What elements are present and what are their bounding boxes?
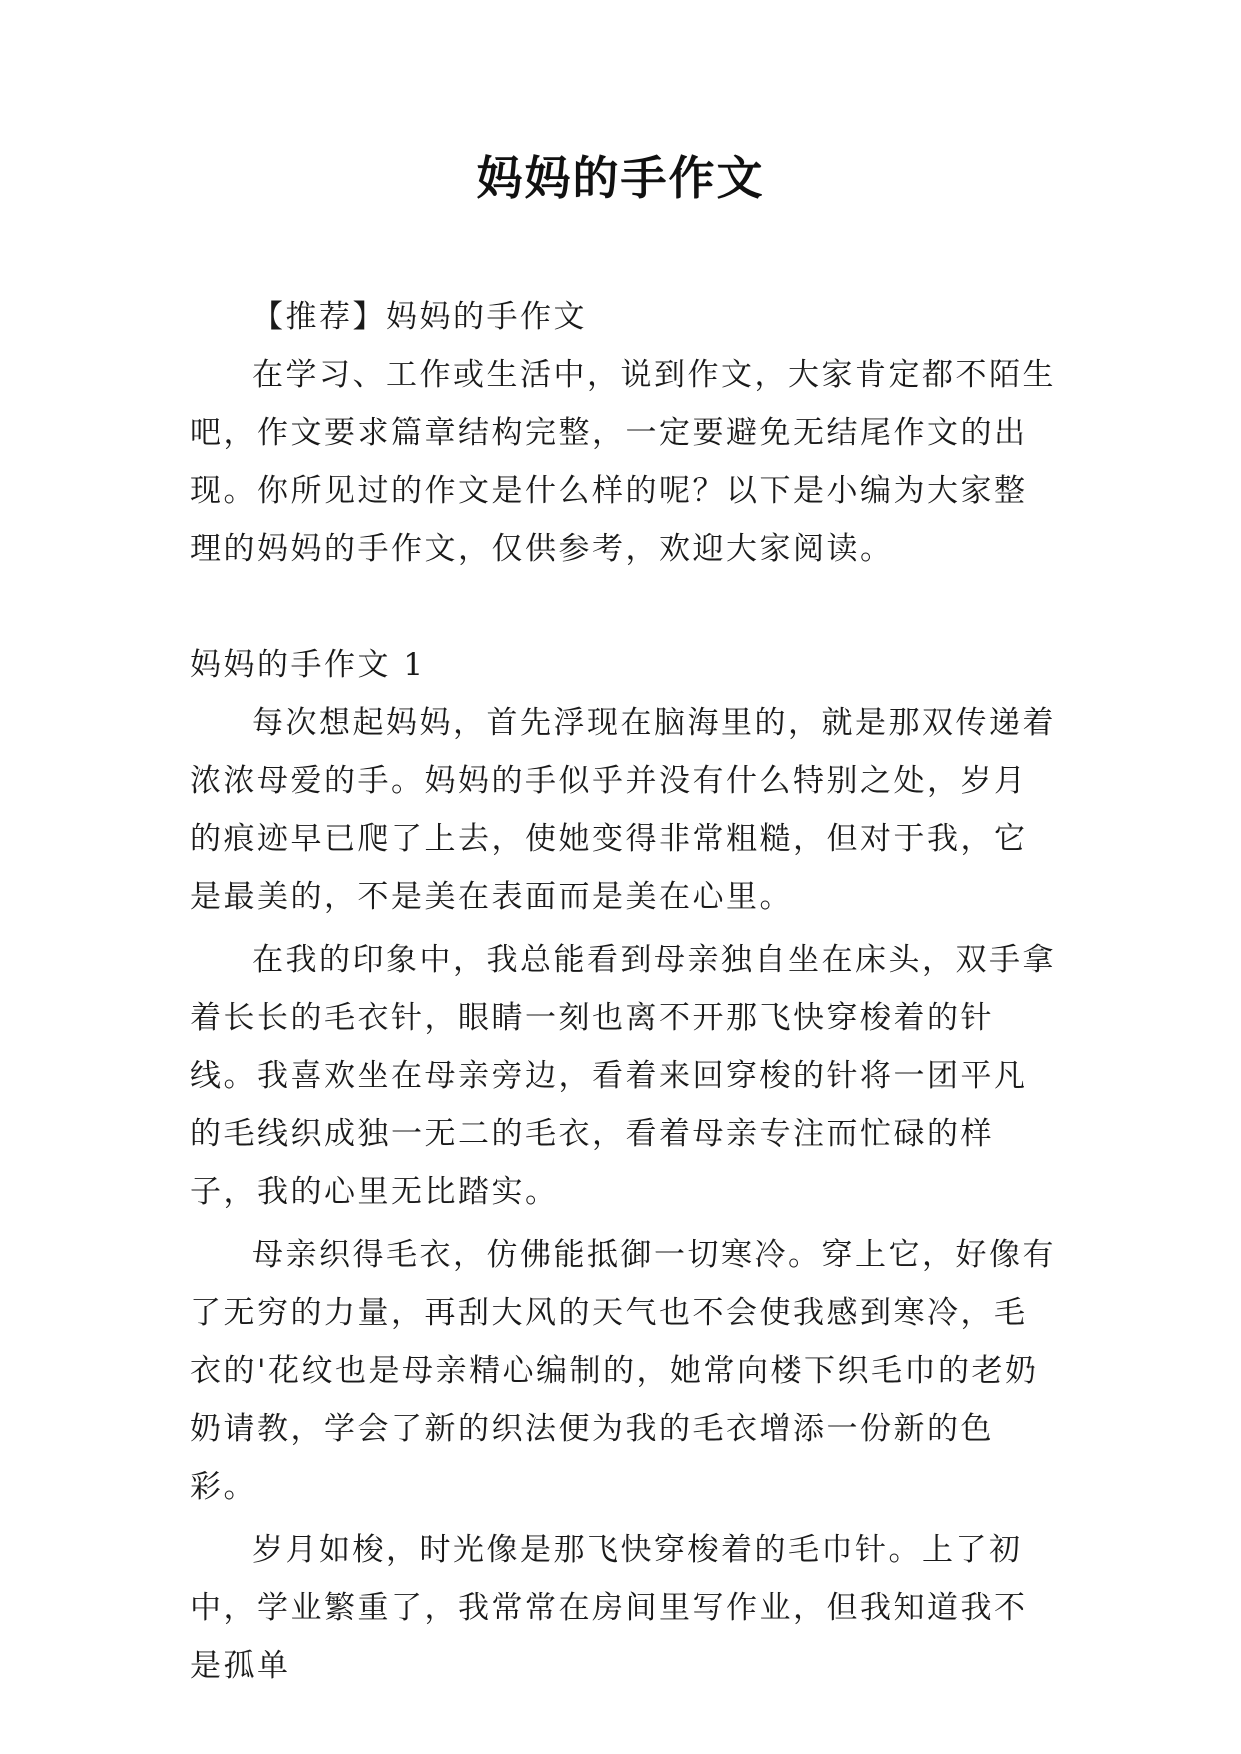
body-paragraph-2: 在我的印象中，我总能看到母亲独自坐在床头，双手拿着长长的毛衣针，眼睛一刻也离不开那飞快穿梭着的针线。我喜欢坐在母亲旁边，看着来回穿梭的针将一团平凡的毛线织成独一无二的毛衣，看着母亲专注而忙碌的样子，我的心里无比踏实。 — [190, 942, 1056, 1210]
intro-paragraph: 在学习、工作或生活中，说到作文，大家肯定都不陌生吧，作文要求篇章结构完整，一定要避免无结尾作文的出现。你所见过的作文是什么样的呢？以下是小编为大家整理的妈妈的手作文，仅供参考，欢迎大家阅读。 — [190, 357, 1056, 567]
body-paragraph-1: 每次想起妈妈，首先浮现在脑海里的，就是那双传递着浓浓母爱的手。妈妈的手似乎并没有什么特别之处，岁月的痕迹早已爬了上去，使她变得非常粗糙，但对于我，它是最美的，不是美在表面而是美在心里。 — [190, 705, 1056, 915]
recommend-line: 【推荐】妈妈的手作文 — [252, 299, 587, 335]
body-paragraph-3: 母亲织得毛衣，仿佛能抵御一切寒冷。穿上它，好像有了无穷的力量，再刮大风的天气也不会使我感到寒冷，毛衣的'花纹也是母亲精心编制的，她常向楼下织毛巾的老奶奶请教，学会了新的织法便为我的毛衣增添一份新的色彩。 — [190, 1237, 1056, 1505]
document-title: 妈妈的手作文 — [476, 151, 765, 205]
document-body — [190, 288, 1060, 1695]
section-heading: 妈妈的手作文 1 — [190, 647, 426, 683]
body-paragraph-4: 岁月如梭，时光像是那飞快穿梭着的毛巾针。上了初中，学业繁重了，我常常在房间里写作业，但我知道我不是孤单 — [190, 1532, 1028, 1684]
